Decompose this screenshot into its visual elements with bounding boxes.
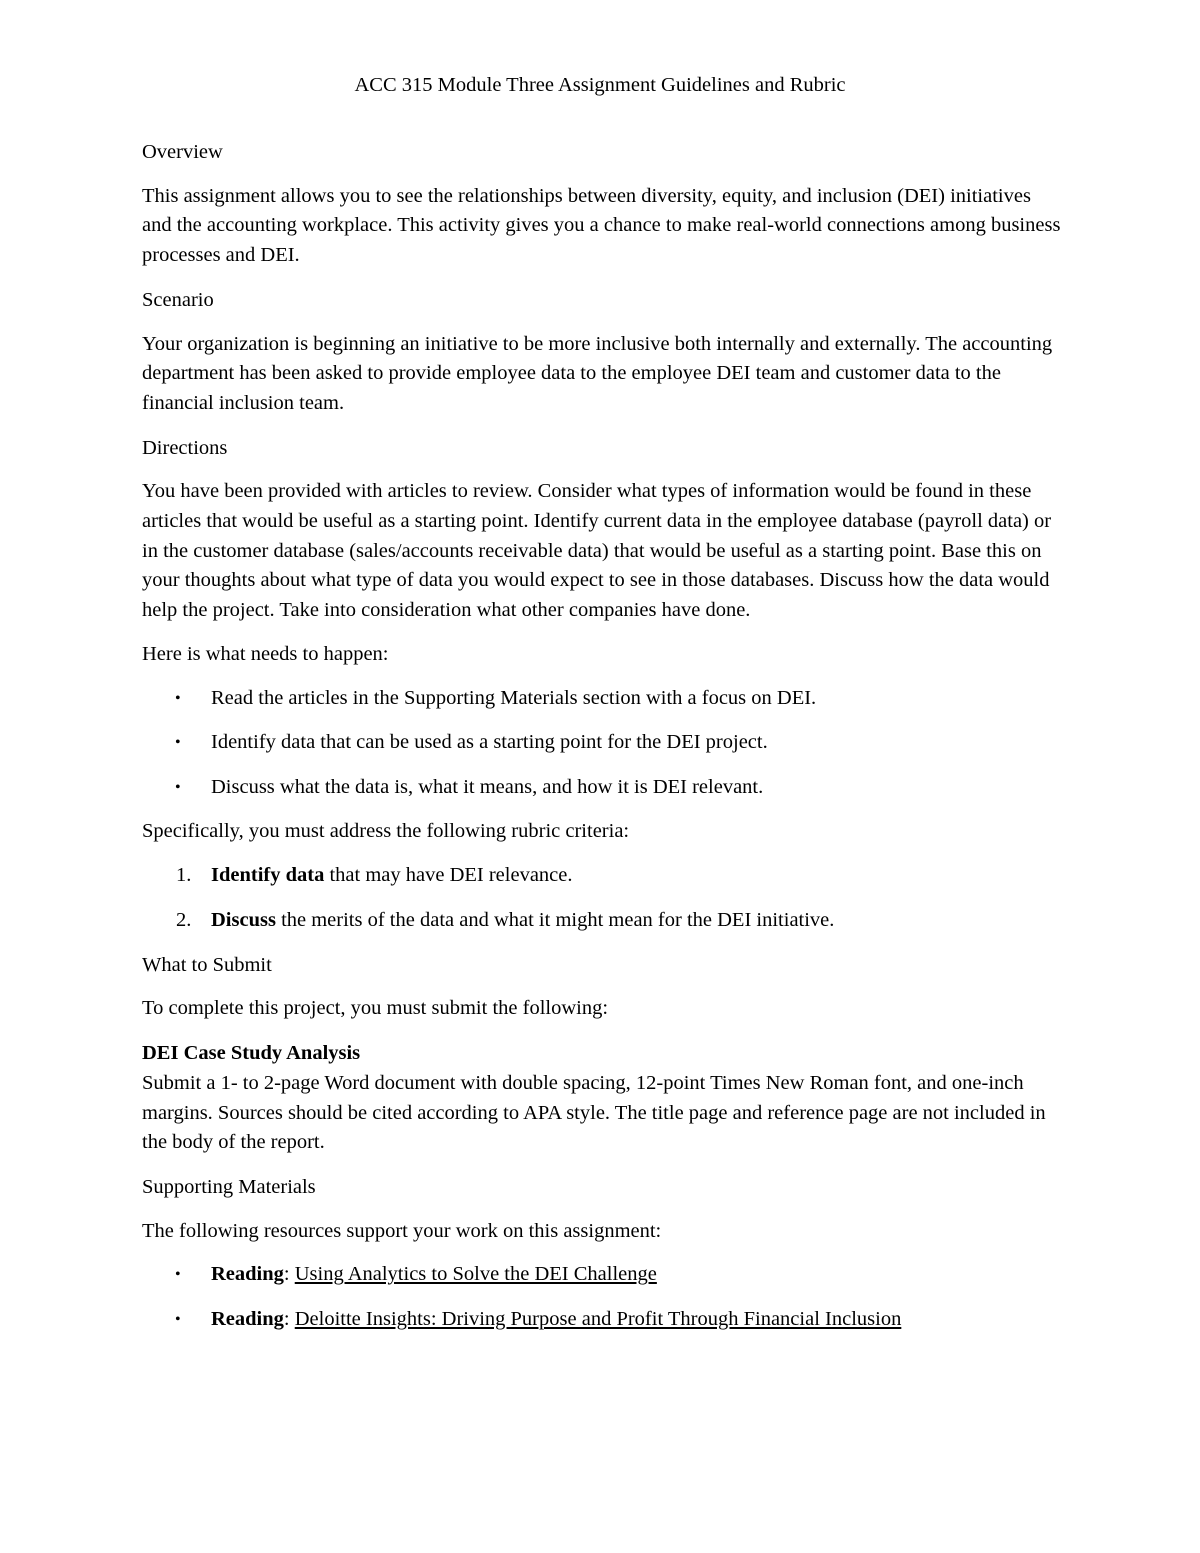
criteria-number: 1.: [176, 864, 192, 887]
directions-text: You have been provided with articles to review. Consider what types of information would be found in these articles that would be useful as a starting point. Identify current data in the employee database (payroll data) or in the customer database (sales/accounts receivable data) that would be useful as a starting point. Base this on your thoughts about what type of data you would expect to see in those databases. Discuss how the data would help the project. Take into consideration what other companies have done.: [142, 480, 1052, 622]
resource-link[interactable]: Using Analytics to Solve the DEI Challenge: [294, 1263, 657, 1286]
directions-bullet-list: [142, 684, 1062, 803]
criteria-text: the merits of the data and what it might mean for the DEI initiative.: [275, 909, 835, 932]
list-item: [142, 773, 1062, 803]
what-to-submit-heading: What to Submit: [142, 953, 272, 976]
bullet-icon: •: [175, 1266, 181, 1284]
criteria-bold-text: Discuss: [211, 909, 276, 932]
resource-link[interactable]: Deloitte Insights: Driving Purpose and Profit Through Financial Inclusion: [294, 1308, 902, 1331]
resource-separator: :: [283, 1308, 295, 1331]
directions-heading: Directions: [142, 436, 228, 459]
bullet-icon: •: [175, 1311, 181, 1329]
overview-text: This assignment allows you to see the relationships between diversity, equity, and inclusion (DEI) initiatives and the accounting workplace. This activity gives you a chance to make real-world connections among business processes and DEI.: [142, 184, 1061, 267]
list-item-text: Read the articles in the Supporting Materials section with a focus on DEI.: [211, 686, 817, 709]
list-item-text: Discuss what the data is, what it means, and how it is DEI relevant.: [211, 775, 764, 798]
what-to-submit-intro: To complete this project, you must submit the following:: [142, 997, 609, 1020]
bullet-icon: •: [175, 689, 181, 707]
resource-type-label: Reading: [211, 1263, 284, 1286]
criteria-intro: Specifically, you must address the following rubric criteria:: [142, 819, 630, 842]
criteria-item: [142, 861, 1062, 891]
list-item-text: Identify data that can be used as a starting point for the DEI project.: [211, 731, 768, 754]
criteria-number: 2.: [176, 909, 192, 932]
directions-intro: Here is what needs to happen:: [142, 642, 389, 665]
supporting-materials-list: [142, 1260, 1062, 1334]
overview-heading: Overview: [142, 141, 223, 163]
criteria-bold-text: Identify data: [211, 864, 325, 887]
list-item: [142, 1260, 1062, 1290]
resource-type-label: Reading: [211, 1308, 284, 1331]
criteria-text: that may have DEI relevance.: [324, 864, 573, 887]
rubric-criteria-list: [142, 861, 1062, 935]
scenario-heading: Scenario: [142, 288, 214, 311]
bullet-icon: •: [175, 734, 181, 752]
document-title: ACC 315 Module Three Assignment Guidelines and Rubric: [354, 74, 846, 96]
resource-separator: :: [283, 1263, 295, 1286]
document-page: [142, 70, 1062, 1335]
supporting-materials-heading: Supporting Materials: [142, 1175, 316, 1198]
deliverable-title: DEI Case Study Analysis: [142, 1042, 361, 1065]
list-item: [142, 684, 1062, 714]
deliverable-text: Submit a 1- to 2-page Word document with double spacing, 12-point Times New Roman font, and one-inch margins. Sources should be cited according to APA style. The title page and reference page are not included in the body of the report.: [142, 1071, 1046, 1154]
supporting-materials-intro: The following resources support your work on this assignment:: [142, 1219, 662, 1242]
list-item: [142, 1305, 1062, 1335]
bullet-icon: •: [175, 778, 181, 796]
scenario-text: Your organization is beginning an initiative to be more inclusive both internally and externally. The accounting department has been asked to provide employee data to the employee DEI team and customer data to the financial inclusion team.: [142, 332, 1053, 414]
list-item: [142, 728, 1062, 758]
criteria-item: [142, 906, 1062, 936]
